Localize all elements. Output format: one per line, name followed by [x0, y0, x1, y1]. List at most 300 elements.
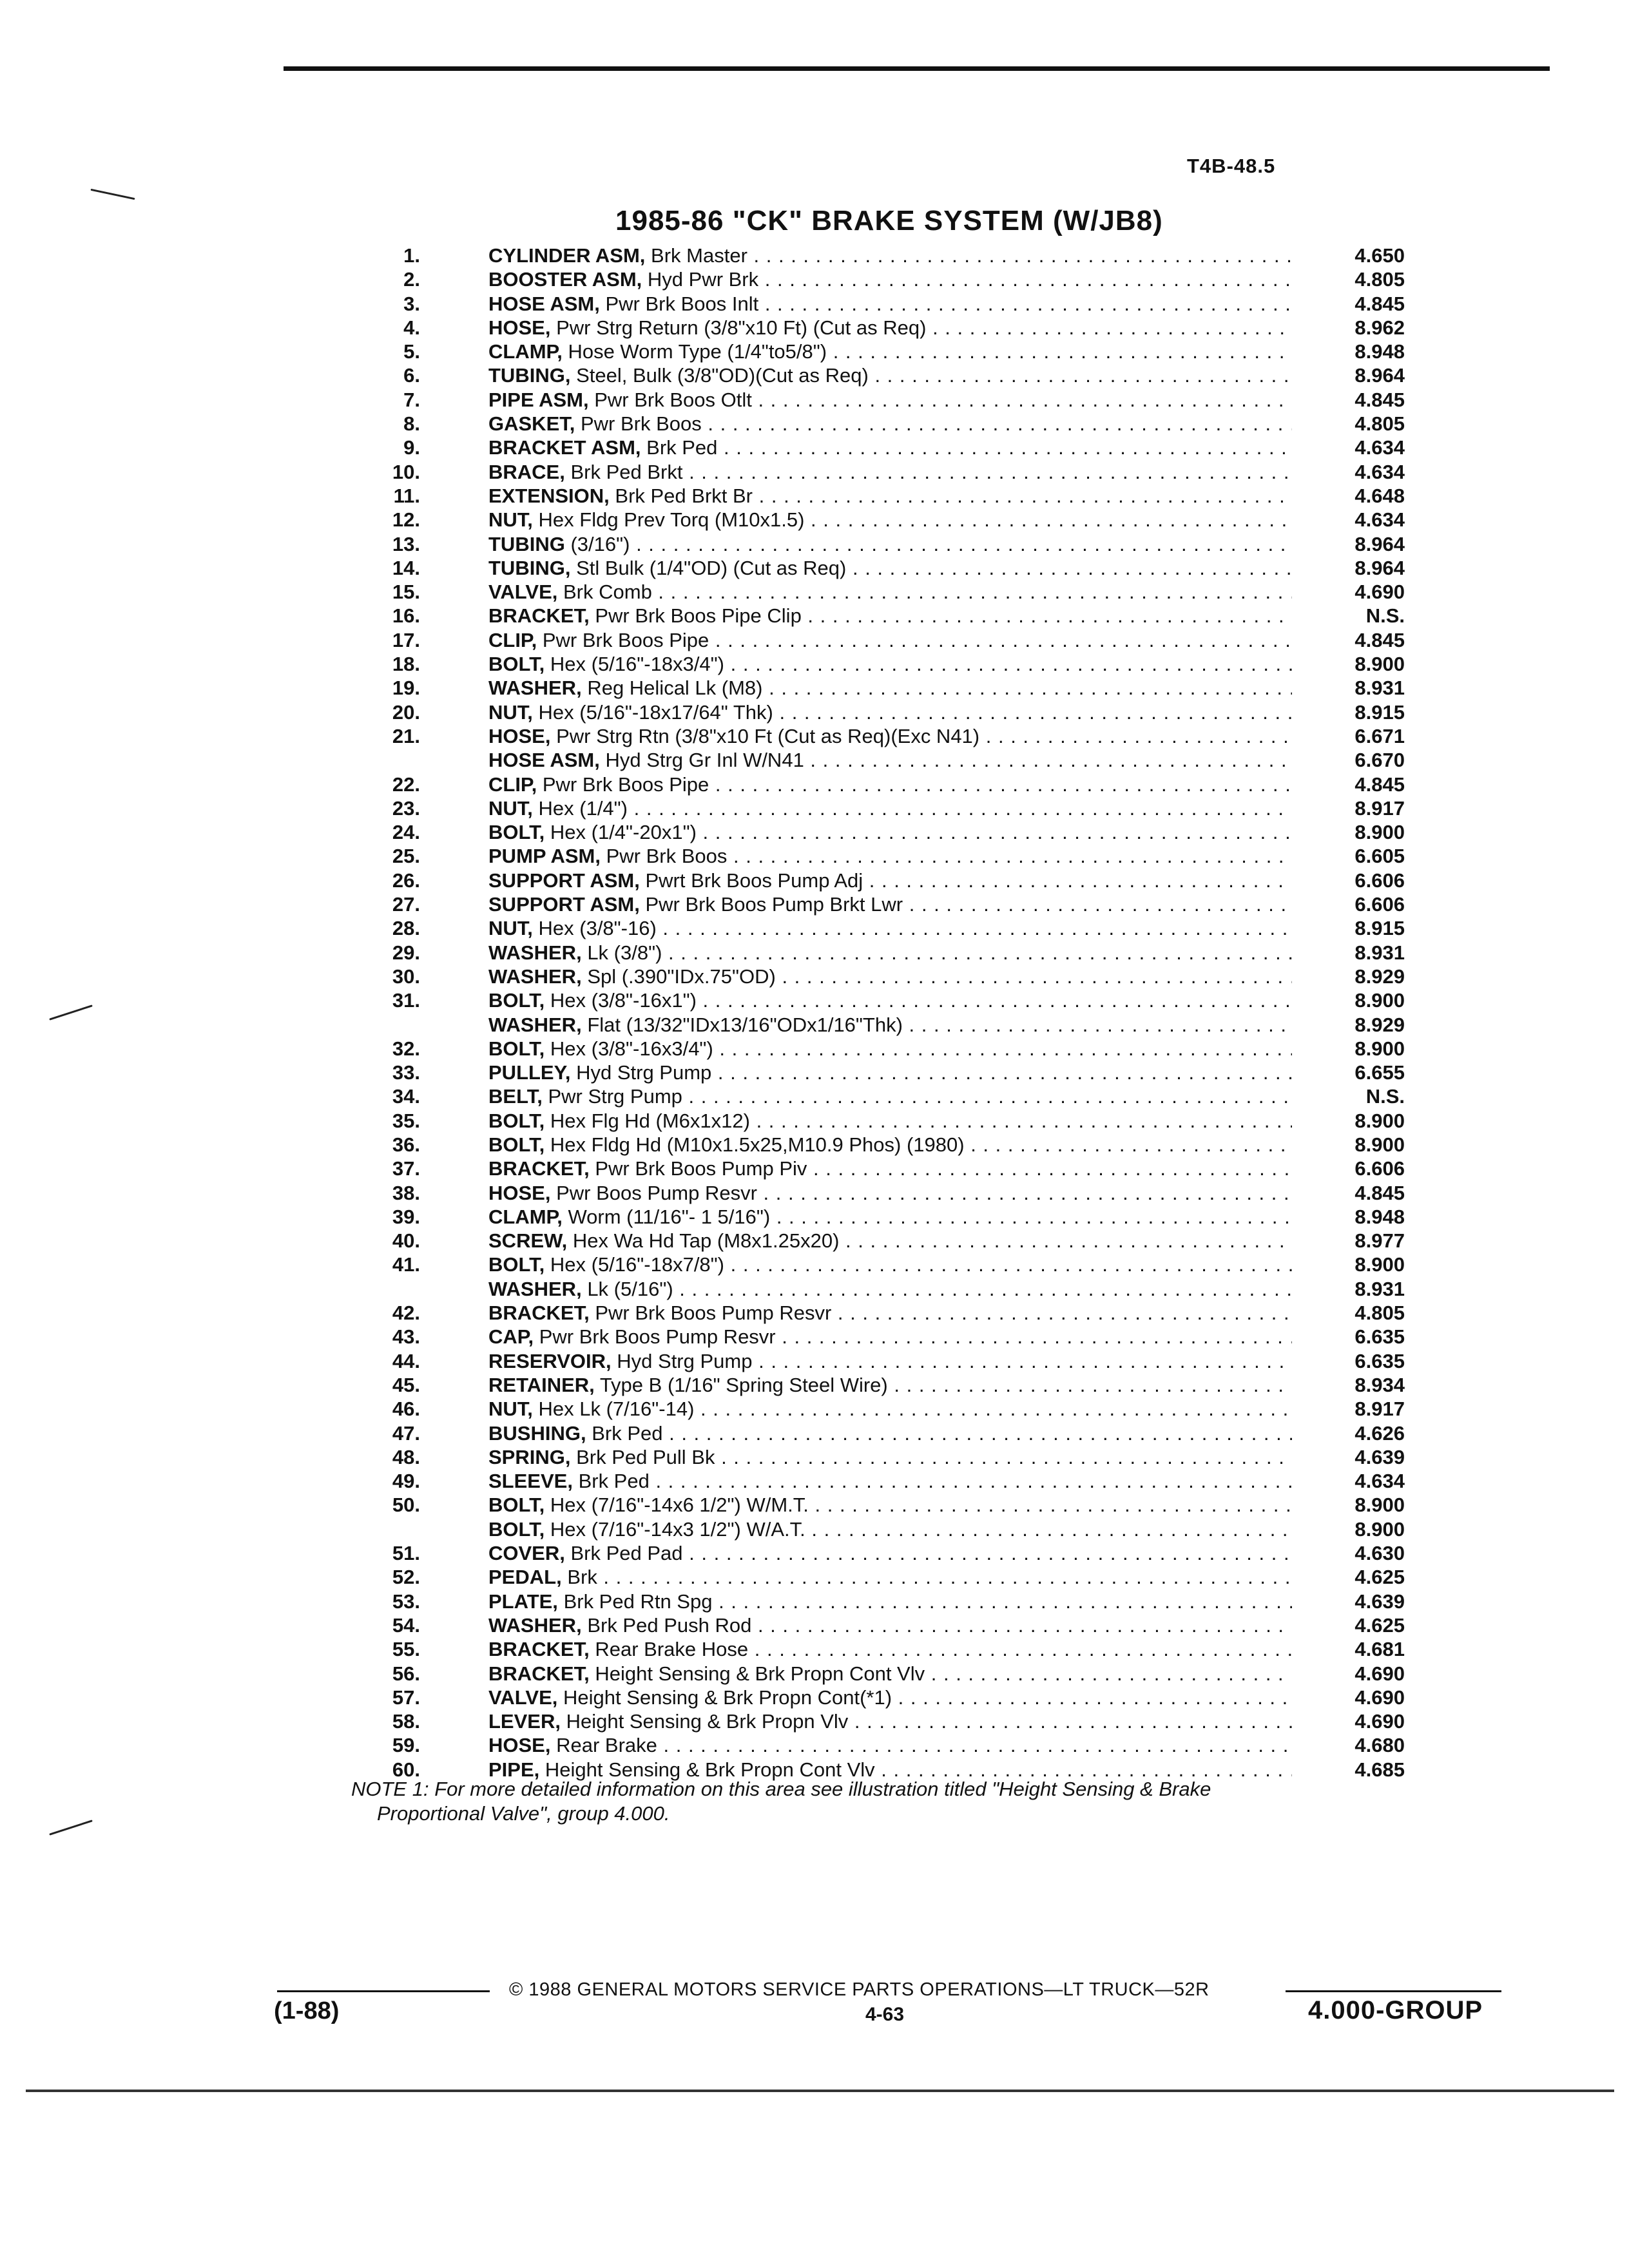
copyright-notice: © 1988 GENERAL MOTORS SERVICE PARTS OPERATIONS—LT TRUCK—52R [509, 1979, 1210, 2000]
part-name: BRACKET, [488, 1157, 590, 1180]
part-name: PULLEY, [488, 1061, 571, 1084]
part-detail: Hyd Pwr Brk [647, 268, 759, 291]
group-reference: 6.606 [1354, 869, 1405, 892]
item-description [488, 1493, 1292, 1517]
group-reference: 8.962 [1354, 316, 1405, 339]
part-name: NUT, [488, 796, 533, 820]
item-description [488, 556, 1292, 580]
parts-list-row [322, 1157, 1405, 1180]
parts-list-row [322, 1541, 1405, 1565]
group-reference: 4.648 [1354, 484, 1405, 507]
group-reference: 8.931 [1354, 1277, 1405, 1300]
item-number: 24. [392, 821, 420, 844]
item-number: 27. [392, 893, 420, 916]
part-detail: Steel, Bulk (3/8"OD)(Cut as Req) [576, 364, 869, 387]
item-description [488, 724, 1292, 748]
item-description [488, 1733, 1292, 1757]
revision-date: (1-88) [274, 1997, 340, 2024]
item-number: 49. [392, 1470, 420, 1493]
part-name: HOSE, [488, 1181, 551, 1204]
parts-list-row [322, 892, 1405, 916]
item-description [488, 1325, 1292, 1349]
parts-list-row [322, 460, 1405, 484]
item-description [488, 244, 1292, 267]
part-name: BOLT, [488, 1133, 545, 1156]
part-detail: Pwr Brk Boos Pump Brkt Lwr [645, 893, 903, 916]
part-detail: Pwr Brk Boos Pipe [542, 773, 709, 796]
part-detail: Pwr Strg Pump [548, 1085, 682, 1108]
item-description [488, 363, 1292, 387]
group-reference: 4.690 [1354, 1662, 1405, 1685]
item-number: 4. [403, 316, 420, 339]
item-number: 59. [392, 1734, 420, 1757]
group-number: 4.000-GROUP [1308, 1996, 1483, 2024]
item-number: 37. [392, 1157, 420, 1180]
item-description [488, 988, 1292, 1012]
item-description [488, 388, 1292, 412]
parts-list-row [322, 1469, 1405, 1493]
item-description [488, 1061, 1292, 1084]
part-detail: Hex (5/16"-18x3/4") [550, 653, 725, 676]
part-detail: Pwr Brk Boos Otlt [594, 388, 752, 411]
parts-list-row [322, 508, 1405, 532]
parts-list-row [322, 1686, 1405, 1709]
group-reference: 8.931 [1354, 941, 1405, 964]
group-reference: 6.606 [1354, 1157, 1405, 1180]
page-number: 4-63 [865, 2004, 905, 2025]
part-detail: Reg Helical Lk (M8) [587, 677, 763, 700]
part-name: BOLT, [488, 1253, 545, 1276]
parts-list-row [322, 796, 1405, 820]
item-number: 33. [392, 1061, 420, 1084]
item-description [488, 796, 1292, 820]
part-detail: Hex (5/16"-18x7/8") [550, 1253, 725, 1276]
part-name: BOLT, [488, 821, 545, 844]
item-number: 11. [393, 484, 420, 507]
group-reference: 8.900 [1354, 1037, 1405, 1060]
group-reference: 4.650 [1354, 244, 1405, 267]
part-detail: Hyd Strg Gr Inl W/N41 [605, 749, 804, 772]
parts-list-row [322, 820, 1405, 844]
group-reference: 4.690 [1354, 1710, 1405, 1733]
item-number: 2. [403, 268, 420, 291]
group-reference: 4.639 [1354, 1445, 1405, 1468]
binder-hole-mark [90, 189, 135, 200]
group-reference: 8.915 [1354, 700, 1405, 724]
part-name: PEDAL, [488, 1566, 562, 1589]
item-description [488, 1469, 1292, 1493]
parts-list-row [322, 388, 1405, 412]
part-name: BRACKET, [488, 604, 590, 628]
part-detail: Brk Ped Push Rod [587, 1613, 752, 1637]
part-detail: Brk Ped Pad [570, 1542, 683, 1565]
item-description [488, 484, 1292, 508]
part-detail: Pwr Strg Rtn (3/8"x10 Ft (Cut as Req)(Exc N41) [556, 724, 980, 747]
parts-list-row [322, 1709, 1405, 1733]
item-description [488, 267, 1292, 291]
part-detail: Hex (3/8"-16x1") [550, 989, 697, 1012]
item-number: 7. [403, 388, 420, 411]
item-number: 38. [392, 1181, 420, 1204]
group-reference: 4.634 [1354, 436, 1405, 459]
group-reference: 8.900 [1354, 821, 1405, 844]
group-reference: 4.845 [1354, 628, 1405, 651]
part-detail: Pwr Brk Boos Pump Piv [595, 1157, 807, 1180]
item-number: 58. [392, 1710, 420, 1733]
group-reference: 6.671 [1354, 724, 1405, 747]
part-name: PIPE ASM, [488, 388, 589, 411]
part-name: CYLINDER ASM, [488, 244, 646, 267]
item-number: 5. [403, 340, 420, 363]
parts-list-row [322, 724, 1405, 748]
parts-list-row [322, 1109, 1405, 1133]
group-reference: 4.680 [1354, 1734, 1405, 1757]
parts-list-row [322, 556, 1405, 580]
item-number: 56. [392, 1662, 420, 1685]
footnote-line: NOTE 1: For more detailed information on this area see illustration titled "Height Sensing & Brake [351, 1778, 1211, 1800]
document-code: T4B-48.5 [1187, 155, 1276, 177]
parts-list-row [322, 748, 1405, 772]
parts-list-row [322, 965, 1405, 988]
parts-list-row [322, 773, 1405, 796]
part-name: BOLT, [488, 989, 545, 1012]
item-number: 9. [403, 436, 420, 459]
item-number: 39. [392, 1205, 420, 1228]
group-reference: 6.635 [1354, 1325, 1405, 1349]
part-detail: Hex Wa Hd Tap (M8x1.25x20) [572, 1229, 840, 1253]
part-detail: Brk Ped [592, 1421, 663, 1445]
group-reference: 8.900 [1354, 1494, 1405, 1517]
part-name: BOLT, [488, 653, 545, 676]
footer-rule [277, 1990, 490, 1992]
part-name: HOSE, [488, 316, 551, 339]
part-detail: Hyd Strg Pump [576, 1061, 712, 1084]
item-number: 60. [392, 1758, 420, 1781]
part-detail: Brk Ped [646, 436, 718, 459]
item-number: 46. [392, 1398, 420, 1421]
group-reference: 4.805 [1354, 412, 1405, 436]
part-detail: Hex (1/4"-20x1") [550, 821, 697, 844]
part-name: BRACKET ASM, [488, 436, 641, 459]
binder-hole-mark [49, 1004, 93, 1020]
item-description [488, 1301, 1292, 1325]
parts-list-row [322, 869, 1405, 892]
item-number: 8. [403, 412, 420, 436]
part-name: BOLT, [488, 1109, 545, 1132]
part-detail: Hose Worm Type (1/4"to5/8") [568, 340, 827, 363]
parts-list-row [322, 652, 1405, 676]
item-description [488, 916, 1292, 940]
item-number: 55. [392, 1638, 420, 1661]
item-description [488, 1205, 1292, 1229]
parts-list-row [322, 1373, 1405, 1397]
group-reference: 4.845 [1354, 292, 1405, 315]
part-name: SPRING, [488, 1445, 571, 1468]
item-number: 36. [392, 1133, 420, 1156]
part-detail: Brk Comb [563, 581, 652, 604]
parts-list-row [322, 1181, 1405, 1205]
part-detail: Height Sensing & Brk Propn Cont Vlv [545, 1758, 875, 1781]
item-number: 35. [392, 1109, 420, 1132]
part-detail: Pwr Brk Boos Pump Resvr [595, 1302, 832, 1325]
group-reference: 8.900 [1354, 1133, 1405, 1156]
part-name: CLIP, [488, 628, 537, 651]
part-name: SLEEVE, [488, 1470, 573, 1493]
item-number: 53. [392, 1590, 420, 1613]
item-number: 40. [392, 1229, 420, 1253]
part-name: RESERVOIR, [488, 1349, 612, 1372]
parts-list-row [322, 1277, 1405, 1301]
part-detail: Hex (3/8"-16x3/4") [550, 1037, 713, 1060]
group-reference: 6.605 [1354, 845, 1405, 868]
group-reference: 8.917 [1354, 796, 1405, 820]
part-name: CAP, [488, 1325, 534, 1349]
part-name: WASHER, [488, 1277, 582, 1300]
part-name: LEVER, [488, 1710, 561, 1733]
parts-list-row [322, 1493, 1405, 1517]
part-detail: (3/16") [570, 532, 630, 555]
part-detail: Pwrt Brk Boos Pump Adj [645, 869, 863, 892]
item-number: 29. [392, 941, 420, 964]
part-name: HOSE ASM, [488, 292, 600, 315]
parts-list-row [322, 604, 1405, 628]
parts-list-row [322, 1421, 1405, 1445]
part-detail: Pwr Brk Boos [606, 845, 728, 868]
item-number: 13. [392, 532, 420, 555]
parts-list-row [322, 363, 1405, 387]
item-description [488, 1349, 1292, 1373]
item-description [488, 1373, 1292, 1397]
bottom-rule [26, 2090, 1614, 2092]
parts-list-row [322, 340, 1405, 363]
parts-list-row [322, 1613, 1405, 1637]
item-description [488, 1084, 1292, 1108]
item-description [488, 1157, 1292, 1180]
footnote [351, 1777, 1408, 1826]
parts-list-row [322, 1325, 1405, 1349]
group-reference: 8.900 [1354, 989, 1405, 1012]
part-detail: Brk Master [651, 244, 747, 267]
part-detail: Pwr Brk Boos Pipe Clip [595, 604, 802, 628]
item-number: 19. [392, 677, 420, 700]
parts-list-row [322, 1253, 1405, 1276]
item-description [488, 436, 1292, 459]
footer-rule [1286, 1990, 1501, 1992]
item-description [488, 700, 1292, 724]
part-name: EXTENSION, [488, 484, 610, 507]
part-name: WASHER, [488, 965, 582, 988]
parts-list-row [322, 1662, 1405, 1686]
item-description [488, 1445, 1292, 1469]
group-reference: 8.948 [1354, 1205, 1405, 1228]
item-description [488, 965, 1292, 988]
parts-list-row [322, 1733, 1405, 1757]
parts-list-row [322, 484, 1405, 508]
parts-list-row [322, 1229, 1405, 1253]
parts-list-row [322, 1013, 1405, 1037]
item-number: 32. [392, 1037, 420, 1060]
item-number: 28. [392, 917, 420, 940]
group-reference: 8.948 [1354, 340, 1405, 363]
item-number: 1. [403, 244, 420, 267]
part-name: PIPE, [488, 1758, 540, 1781]
group-reference: 4.625 [1354, 1613, 1405, 1637]
group-reference: 6.670 [1354, 749, 1405, 772]
page-title: 1985-86 "CK" BRAKE SYSTEM (W/JB8) [615, 205, 1163, 236]
group-reference: 8.900 [1354, 1109, 1405, 1132]
parts-list-row [322, 844, 1405, 868]
part-detail: Brk Ped [578, 1470, 650, 1493]
group-reference: 8.934 [1354, 1373, 1405, 1396]
group-reference: 4.805 [1354, 268, 1405, 291]
group-reference: 6.606 [1354, 893, 1405, 916]
group-reference: 8.964 [1354, 532, 1405, 555]
group-reference: 4.634 [1354, 508, 1405, 532]
item-description [488, 1637, 1292, 1661]
group-reference: 8.900 [1354, 1253, 1405, 1276]
item-number: 34. [392, 1085, 420, 1108]
item-number: 3. [403, 292, 420, 315]
item-number: 57. [392, 1686, 420, 1709]
part-detail: Pwr Strg Return (3/8"x10 Ft) (Cut as Req) [556, 316, 927, 339]
item-number: 26. [392, 869, 420, 892]
part-name: BOLT, [488, 1037, 545, 1060]
item-description [488, 1013, 1292, 1037]
group-reference: 8.900 [1354, 1517, 1405, 1541]
item-description [488, 412, 1292, 436]
part-name: NUT, [488, 508, 533, 532]
part-detail: Hex Lk (7/16"-14) [538, 1398, 695, 1421]
item-description [488, 1421, 1292, 1445]
item-number: 45. [392, 1373, 420, 1396]
part-name: NUT, [488, 700, 533, 724]
parts-list-row [322, 1637, 1405, 1661]
part-detail: Pwr Boos Pump Resvr [556, 1181, 757, 1204]
part-name: PLATE, [488, 1590, 558, 1613]
parts-list-row [322, 988, 1405, 1012]
group-reference: 4.626 [1354, 1421, 1405, 1445]
group-reference: 6.655 [1354, 1061, 1405, 1084]
parts-list-row [322, 1205, 1405, 1229]
part-detail: Height Sensing & Brk Propn Cont Vlv [595, 1662, 925, 1685]
part-detail: Brk Ped Brkt Br [615, 484, 753, 507]
item-description [488, 1686, 1292, 1709]
part-name: WASHER, [488, 1013, 582, 1036]
group-reference: 4.685 [1354, 1758, 1405, 1781]
item-description [488, 604, 1292, 628]
group-reference: 4.845 [1354, 773, 1405, 796]
item-description [488, 1037, 1292, 1061]
item-description [488, 748, 1292, 772]
part-name: BRACE, [488, 460, 565, 483]
group-reference: 4.634 [1354, 1470, 1405, 1493]
item-description [488, 676, 1292, 700]
item-number: 30. [392, 965, 420, 988]
item-description [488, 1133, 1292, 1157]
item-number: 44. [392, 1349, 420, 1372]
part-detail: Hex (5/16"-18x17/64" Thk) [538, 700, 773, 724]
part-name: BRACKET, [488, 1302, 590, 1325]
item-description [488, 580, 1292, 604]
part-name: HOSE ASM, [488, 749, 600, 772]
part-detail: Height Sensing & Brk Propn Vlv [566, 1710, 849, 1733]
item-description [488, 532, 1292, 556]
item-description [488, 869, 1292, 892]
part-name: SUPPORT ASM, [488, 869, 640, 892]
item-description [488, 1565, 1292, 1589]
item-number: 47. [392, 1421, 420, 1445]
item-number: 50. [392, 1494, 420, 1517]
part-detail: Lk (5/16") [587, 1277, 673, 1300]
group-reference: 8.931 [1354, 677, 1405, 700]
part-name: HOSE, [488, 1734, 551, 1757]
part-name: GASKET, [488, 412, 575, 436]
group-reference: 8.917 [1354, 1398, 1405, 1421]
item-description [488, 941, 1292, 965]
group-reference: N.S. [1365, 1085, 1405, 1108]
item-number: 42. [392, 1302, 420, 1325]
parts-list-row [322, 316, 1405, 340]
item-description [488, 1229, 1292, 1253]
parts-list-row [322, 1397, 1405, 1421]
part-name: NUT, [488, 1398, 533, 1421]
part-detail: Pwr Brk Boos [580, 412, 702, 436]
item-number: 48. [392, 1445, 420, 1468]
parts-list-row [322, 292, 1405, 316]
part-name: BELT, [488, 1085, 543, 1108]
parts-list-row [322, 1133, 1405, 1157]
part-name: HOSE, [488, 724, 551, 747]
group-reference: N.S. [1365, 604, 1405, 628]
part-detail: Lk (3/8") [587, 941, 662, 964]
part-detail: Hex Fldg Prev Torq (M10x1.5) [538, 508, 805, 532]
group-reference: 4.845 [1354, 1181, 1405, 1204]
parts-list-row [322, 412, 1405, 436]
parts-list-row [322, 436, 1405, 459]
item-number: 51. [392, 1542, 420, 1565]
part-detail: Hex (7/16"-14x3 1/2") W/A.T. [550, 1517, 805, 1541]
part-name: BOOSTER ASM, [488, 268, 642, 291]
item-description [488, 1397, 1292, 1421]
part-detail: Hex (1/4") [538, 796, 628, 820]
item-number: 52. [392, 1566, 420, 1589]
part-detail: Pwr Brk Boos Pump Resvr [539, 1325, 776, 1349]
header-rule [284, 66, 1550, 71]
item-number: 20. [392, 700, 420, 724]
group-reference: 4.845 [1354, 388, 1405, 411]
group-reference: 8.964 [1354, 556, 1405, 579]
parts-list-row [322, 1037, 1405, 1061]
item-description [488, 1709, 1292, 1733]
group-reference: 8.929 [1354, 965, 1405, 988]
part-name: BRACKET, [488, 1638, 590, 1661]
part-detail: Rear Brake [556, 1734, 657, 1757]
parts-list-row [322, 1349, 1405, 1373]
parts-list-row [322, 941, 1405, 965]
part-name: WASHER, [488, 941, 582, 964]
item-number: 14. [392, 556, 420, 579]
item-description [488, 892, 1292, 916]
part-detail: Brk Ped Brkt [570, 460, 683, 483]
part-name: WASHER, [488, 677, 582, 700]
item-description [488, 844, 1292, 868]
parts-list-row [322, 532, 1405, 556]
part-detail: Hex Fldg Hd (M10x1.5x25,M10.9 Phos) (1980) [550, 1133, 965, 1156]
group-reference: 8.915 [1354, 917, 1405, 940]
part-detail: Spl (.390"IDx.75"OD) [587, 965, 776, 988]
parts-list-row [322, 700, 1405, 724]
item-description [488, 1109, 1292, 1133]
